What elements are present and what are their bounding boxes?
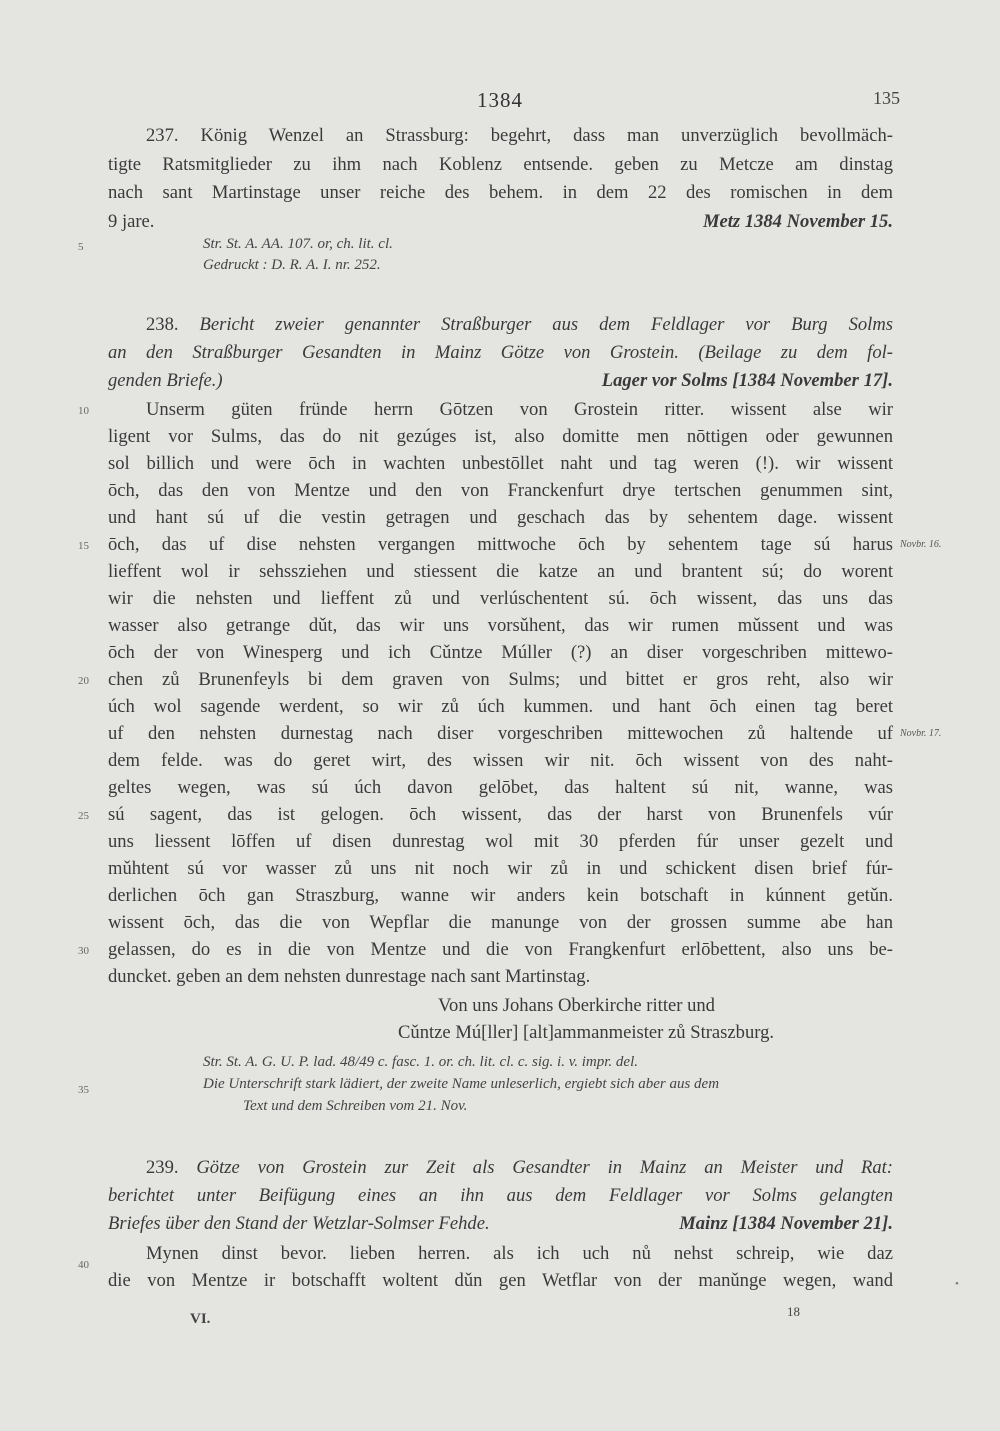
doc238-title-2: an den Straßburger Gesandten in Mainz Götze von Grostein. (Beilage zu dem fol- bbox=[108, 342, 893, 363]
doc238-body-line: dem felde. was do geret wirt, des wissen wir nit. ōch wissent von des naht- bbox=[108, 750, 893, 771]
doc238-body-line: geltes wegen, was sú úch davon gelōbet, das haltent sú nit, wanne, was bbox=[108, 777, 893, 798]
doc238-body-line: mǔhtent sú vor wasser zů uns nit noch wir zů in und schickent disen brief fúr- bbox=[108, 858, 893, 879]
doc238-body-line: lieffent wol ir sehssziehen und stiessent die katze an und brantent sú; do worent bbox=[108, 561, 893, 582]
doc239-body-line: Mynen dinst bevor. lieben herren. als ich uch nů nehst schreip, wie daz bbox=[146, 1243, 893, 1264]
doc238-body-line: duncket. geben an dem nehsten dunrestage nach sant Martinstag. bbox=[108, 966, 591, 987]
doc238-body-line: wir die nehsten und lieffent zů und verlúschentent sú. ōch wissent, das uns das bbox=[108, 588, 893, 609]
footer-sheet-number: 18 bbox=[787, 1304, 800, 1319]
doc237-note-2: Gedruckt : D. R. A. I. nr. 252. bbox=[203, 257, 381, 273]
margin-date-note: Novbr. 17. bbox=[900, 728, 942, 739]
doc238-body-line: ōch der von Winesperg und ich Cǔntze Múller (?) an diser vorgeschriben mittewo- bbox=[108, 642, 893, 663]
doc239-body-line: die von Mentze ir botschafft woltent dǔn gen Wetflar von der manǔnge wegen, wand bbox=[108, 1270, 893, 1291]
line-number: 25 bbox=[78, 810, 89, 822]
doc239-number: 239. bbox=[146, 1157, 179, 1178]
running-header-year: 1384 bbox=[477, 88, 523, 112]
line-number: 30 bbox=[78, 945, 89, 957]
doc238-body-line: uns liessent lōffen uf disen dunrestag wol mit 30 pferden fúr unser gezelt und bbox=[108, 831, 893, 852]
doc238-body-line: und hant sú uf die vestin getragen und geschach das by sehentem dage. wissent bbox=[108, 507, 893, 528]
doc238-body-line: ōch, das uf dise nehsten vergangen mittwoche ōch by sehentem tage sú harus bbox=[108, 534, 893, 555]
line-number: 40 bbox=[78, 1259, 89, 1271]
doc237-note-1: Str. St. A. AA. 107. or, ch. lit. cl. bbox=[203, 236, 393, 252]
doc238-body-line: wasser also getrange dǔt, das wir uns vorsǔhent, das wir rumen mǔssent und was bbox=[108, 615, 893, 636]
doc237-line-3: nach sant Martinstage unser reiche des behem. in dem 22 des romischen in dem bbox=[108, 182, 893, 203]
doc238-number: 238. bbox=[146, 314, 179, 335]
page-number: 135 bbox=[873, 88, 900, 108]
doc238-note-1: Str. St. A. G. U. P. lad. 48/49 c. fasc. 1. or. ch. lit. cl. c. sig. i. v. impr. del. bbox=[203, 1054, 638, 1070]
line-number: 20 bbox=[78, 675, 89, 687]
doc238-body-line: chen zů Brunenfeyls bi dem graven von Sulms; und bittet er gros reht, also wir bbox=[108, 669, 893, 690]
doc238-note-2: Die Unterschrift stark lädiert, der zweite Name unleserlich, ergiebt sich aber aus dem bbox=[203, 1076, 720, 1092]
doc238-body-line: derlichen ōch gan Straszburg, wanne wir anders kein botschaft in kúnnent getǔn. bbox=[108, 885, 893, 906]
doc238-note-3: Text und dem Schreiben vom 21. Nov. bbox=[243, 1098, 468, 1114]
line-number: 5 bbox=[78, 241, 84, 253]
doc238-body-line: uf den nehsten durnestag nach diser vorgeschriben mittewochen zů haltende uf bbox=[108, 723, 893, 744]
doc238-signature-2: Cǔntze Mú[ller] [alt]ammanmeister zů Straszburg. bbox=[398, 1022, 775, 1043]
doc239-date: Mainz [1384 November 21]. bbox=[679, 1213, 893, 1234]
doc238-body-line: ōch, das den von Mentze und den von Franckenfurt drye tertschen genummen sint, bbox=[108, 480, 893, 501]
doc237-line-2: tigte Ratsmitglieder zu ihm nach Koblenz entsende. geben zu Metcze am dinstag bbox=[108, 154, 893, 175]
doc238-body-line: wissent ōch, das die von Wepflar die manunge von der grossen summe abe han bbox=[108, 912, 893, 933]
doc238-title-1: 238. Bericht zweier genannter Straßburger aus dem Feldlager vor Burg Solms bbox=[146, 314, 893, 335]
line-number: 15 bbox=[78, 540, 89, 552]
doc238-body-line: Unserm güten fründe herrn Gōtzen von Grostein ritter. wissent alse wir bbox=[146, 399, 893, 420]
doc237-line-4: 9 jare. Metz 1384 November 15. bbox=[108, 211, 893, 232]
line-number: 10 bbox=[78, 405, 89, 417]
doc239-title-2: berichtet unter Beifügung eines an ihn aus dem Feldlager vor Solms gelangten bbox=[108, 1185, 893, 1206]
doc238-body-line: sú sagent, das ist gelogen. ōch wissent, das der harst von Brunenfels vúr bbox=[108, 804, 893, 825]
doc238-body-line: úch wol sagende werdent, so wir zů úch kummen. und hant ōch einen tag beret bbox=[108, 696, 893, 717]
doc237-date: Metz 1384 November 15. bbox=[702, 211, 893, 232]
doc237-line-1: 237. König Wenzel an Strassburg: begehrt, dass man unverzüglich bevollmäch- bbox=[146, 125, 893, 146]
doc238-body-line: ligent vor Sulms, das do nit gezúges ist, also domitte men nōttigen oder gewunnen bbox=[108, 426, 893, 447]
doc238-body-line: sol billich und were ōch in wachten unbestōllet naht und tag weren (!). wir wissent bbox=[108, 453, 893, 474]
line-number: 35 bbox=[78, 1084, 89, 1096]
paper-speck: • bbox=[955, 1278, 959, 1290]
doc238-body-line: gelassen, do es in die von Mentze und die von Frangkenfurt erlōbettent, also uns be- bbox=[108, 939, 893, 960]
margin-date-note: Novbr. 16. bbox=[900, 539, 942, 550]
doc239-title-3: Briefes über den Stand der Wetzlar-Solmser Fehde. Mainz [1384 November 21]. bbox=[108, 1213, 893, 1234]
doc238-date: Lager vor Solms [1384 November 17]. bbox=[601, 370, 893, 391]
doc238-title-3: genden Briefe.) Lager vor Solms [1384 November 17]. bbox=[108, 370, 893, 391]
doc237-number: 237. bbox=[146, 125, 179, 146]
footer-signature-mark: VI. bbox=[190, 1311, 211, 1327]
doc238-signature-1: Von uns Johans Oberkirche ritter und bbox=[438, 995, 715, 1016]
doc239-title-1: 239. Götze von Grostein zur Zeit als Gesandter in Mainz an Meister und Rat: bbox=[146, 1157, 893, 1178]
